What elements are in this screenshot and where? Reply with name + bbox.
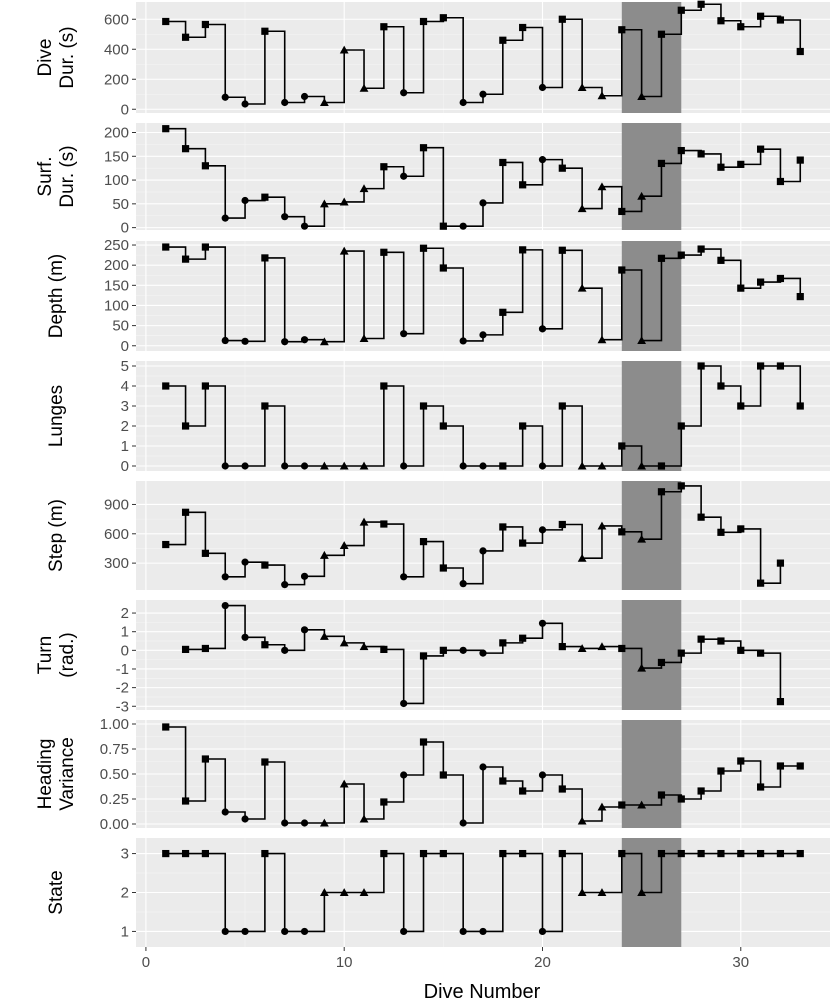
y-tick-label: 1 (120, 438, 129, 455)
data-point-state (460, 928, 467, 935)
data-point-state (202, 850, 209, 857)
data-point-lunges (241, 462, 248, 469)
data-point-depth (301, 336, 308, 343)
data-point-lunges (460, 462, 467, 469)
data-point-depth (737, 285, 744, 292)
data-point-state (658, 850, 665, 857)
data-point-dive_dur (499, 37, 506, 44)
data-point-step (222, 573, 229, 580)
data-point-heading_var (301, 819, 308, 826)
data-point-depth (479, 331, 486, 338)
data-point-surf_dur (281, 213, 288, 220)
data-point-lunges (202, 382, 209, 389)
data-point-heading_var (400, 771, 407, 778)
data-point-lunges (658, 462, 665, 469)
data-point-surf_dur (797, 156, 804, 163)
data-point-heading_var (678, 795, 685, 802)
panel-label: Depth (m) (46, 253, 67, 339)
data-point-depth (539, 325, 546, 332)
data-point-heading_var (757, 783, 764, 790)
data-point-state (420, 850, 427, 857)
data-point-depth (241, 338, 248, 345)
data-point-state (261, 850, 268, 857)
panel-label: (rad.) (57, 632, 78, 678)
data-point-state (519, 850, 526, 857)
data-point-lunges (479, 462, 486, 469)
data-point-step (777, 560, 784, 567)
panel-label: Lunges (46, 384, 67, 448)
data-point-depth (559, 247, 566, 254)
y-tick-label: 400 (103, 41, 129, 59)
data-point-depth (757, 278, 764, 285)
y-tick-label: 0.50 (99, 766, 129, 783)
data-point-surf_dur (301, 223, 308, 230)
data-point-step (301, 573, 308, 580)
y-tick-label: 0 (120, 219, 129, 237)
data-point-state (618, 850, 625, 857)
data-point-heading_var (737, 757, 744, 764)
data-point-turn (400, 700, 407, 707)
shaded-region (622, 241, 681, 351)
data-point-step (460, 580, 467, 587)
data-point-turn (281, 647, 288, 654)
data-point-depth (678, 252, 685, 259)
data-point-heading_var (717, 767, 724, 774)
y-tick-label: 50 (112, 195, 129, 213)
y-tick-label: 0 (120, 101, 129, 119)
data-point-surf_dur (698, 150, 705, 157)
data-point-state (717, 850, 724, 857)
data-point-step (618, 528, 625, 535)
shaded-region (622, 600, 681, 710)
y-tick-label: 0 (120, 337, 129, 355)
data-point-turn (519, 635, 526, 642)
y-tick-label: 0 (120, 458, 129, 475)
data-point-turn (658, 659, 665, 666)
data-point-step (202, 550, 209, 557)
panel-label: Dur. (s) (57, 145, 78, 208)
data-point-dive_dur (440, 14, 447, 21)
y-tick-label: 100 (103, 297, 129, 315)
data-point-surf_dur (618, 208, 625, 215)
data-point-depth (281, 338, 288, 345)
data-point-turn (460, 647, 467, 654)
data-point-lunges (281, 462, 288, 469)
data-point-lunges (440, 422, 447, 429)
data-point-surf_dur (757, 146, 764, 153)
shaded-region (622, 361, 681, 471)
data-point-turn (618, 645, 625, 652)
panel-label: Surf. (35, 156, 56, 197)
data-point-dive_dur (380, 23, 387, 30)
data-point-surf_dur (182, 145, 189, 152)
panel-depth (46, 237, 830, 355)
panel-label: State (46, 870, 67, 915)
data-point-heading_var (519, 787, 526, 794)
data-point-turn (678, 650, 685, 657)
data-point-surf_dur (440, 223, 447, 230)
data-point-depth (618, 266, 625, 273)
data-point-surf_dur (261, 194, 268, 201)
data-point-surf_dur (737, 161, 744, 168)
y-tick-label: 1.00 (99, 716, 129, 733)
data-point-state (400, 928, 407, 935)
data-point-depth (460, 337, 467, 344)
data-point-dive_dur (261, 28, 268, 35)
data-point-turn (539, 620, 546, 627)
y-tick-label: 5 (120, 358, 129, 375)
y-tick-label: 300 (103, 555, 129, 573)
data-point-surf_dur (479, 199, 486, 206)
data-point-state (281, 928, 288, 935)
y-tick-label: 2 (120, 418, 129, 435)
data-point-turn (241, 634, 248, 641)
data-point-dive_dur (797, 48, 804, 55)
data-point-turn (182, 646, 189, 653)
data-point-state (698, 850, 705, 857)
data-point-lunges (420, 402, 427, 409)
data-point-turn (737, 647, 744, 654)
data-point-dive_dur (400, 89, 407, 96)
data-point-surf_dur (222, 215, 229, 222)
data-point-depth (658, 255, 665, 262)
data-point-heading_var (380, 798, 387, 805)
panel-heading_var (35, 716, 830, 833)
data-point-turn (301, 626, 308, 633)
data-point-heading_var (202, 755, 209, 762)
data-point-depth (182, 256, 189, 263)
data-point-lunges (797, 402, 804, 409)
data-point-heading_var (698, 787, 705, 794)
data-point-state (539, 928, 546, 935)
data-point-lunges (499, 462, 506, 469)
y-tick-label: 200 (103, 257, 129, 275)
data-point-heading_var (618, 801, 625, 808)
y-tick-label: -3 (115, 698, 129, 716)
data-point-dive_dur (479, 91, 486, 98)
shaded-region (622, 123, 681, 230)
data-point-surf_dur (678, 147, 685, 154)
y-tick-label: 1 (120, 623, 129, 641)
data-point-step (182, 509, 189, 516)
data-point-dive_dur (202, 21, 209, 28)
data-point-step (479, 547, 486, 554)
data-point-dive_dur (420, 18, 427, 25)
x-tick-label: 10 (335, 954, 353, 971)
y-tick-label: 4 (120, 378, 129, 395)
y-tick-label: 3 (120, 845, 129, 863)
y-tick-label: 2 (120, 884, 129, 902)
data-point-lunges (717, 382, 724, 389)
x-tick-label: 0 (141, 954, 151, 971)
data-point-depth (202, 243, 209, 250)
data-point-dive_dur (559, 16, 566, 23)
data-point-step (698, 514, 705, 521)
data-point-depth (698, 245, 705, 252)
data-point-dive_dur (162, 18, 169, 25)
data-point-state (737, 850, 744, 857)
data-point-state (678, 850, 685, 857)
data-point-heading_var (182, 797, 189, 804)
data-point-depth (440, 264, 447, 271)
data-point-lunges (618, 442, 625, 449)
data-point-step (261, 561, 268, 568)
y-tick-label: 600 (103, 525, 129, 543)
data-point-dive_dur (222, 94, 229, 101)
y-tick-label: 0.75 (99, 741, 129, 758)
data-point-depth (519, 246, 526, 253)
data-point-turn (261, 641, 268, 648)
data-point-dive_dur (757, 13, 764, 20)
y-tick-label: 50 (112, 317, 129, 335)
data-point-lunges (519, 422, 526, 429)
data-point-surf_dur (400, 173, 407, 180)
data-point-dive_dur (539, 84, 546, 91)
data-point-step (717, 529, 724, 536)
data-point-lunges (539, 462, 546, 469)
data-point-lunges (222, 462, 229, 469)
data-point-step (380, 520, 387, 527)
data-point-surf_dur (241, 197, 248, 204)
data-point-lunges (380, 382, 387, 389)
data-point-state (380, 850, 387, 857)
data-point-state (162, 850, 169, 857)
data-point-step (400, 573, 407, 580)
y-tick-label: 150 (103, 148, 129, 166)
data-point-turn (222, 602, 229, 609)
data-point-depth (400, 330, 407, 337)
shaded-region (622, 481, 681, 590)
data-point-turn (717, 637, 724, 644)
data-point-dive_dur (182, 34, 189, 41)
data-point-step (499, 523, 506, 530)
data-point-depth (261, 254, 268, 261)
data-point-surf_dur (539, 156, 546, 163)
data-point-step (559, 521, 566, 528)
y-tick-label: -1 (115, 660, 129, 678)
data-point-step (658, 488, 665, 495)
y-tick-label: 3 (120, 398, 129, 415)
data-point-depth (777, 275, 784, 282)
y-tick-label: 0.25 (99, 791, 129, 808)
data-point-dive_dur (678, 7, 685, 14)
data-point-surf_dur (519, 181, 526, 188)
data-point-surf_dur (717, 164, 724, 171)
data-point-dive_dur (519, 24, 526, 31)
y-tick-label: 0 (120, 642, 129, 660)
data-point-turn (440, 647, 447, 654)
data-point-surf_dur (499, 159, 506, 166)
y-tick-label: 200 (103, 71, 129, 89)
data-point-state (241, 928, 248, 935)
data-point-heading_var (241, 815, 248, 822)
panel-lunges (46, 358, 830, 475)
data-point-lunges (261, 402, 268, 409)
data-point-depth (797, 293, 804, 300)
data-point-step (678, 482, 685, 489)
data-point-surf_dur (380, 163, 387, 170)
data-point-depth (420, 245, 427, 252)
data-point-dive_dur (618, 26, 625, 33)
data-point-dive_dur (698, 1, 705, 8)
data-point-lunges (182, 422, 189, 429)
y-tick-label: 1 (120, 923, 129, 941)
panel-label: Dive (35, 38, 56, 77)
data-point-surf_dur (460, 223, 467, 230)
data-point-state (777, 850, 784, 857)
data-point-surf_dur (777, 178, 784, 185)
data-point-heading_var (658, 791, 665, 798)
data-point-heading_var (162, 723, 169, 730)
data-point-lunges (737, 402, 744, 409)
panel-dive_dur (35, 1, 830, 119)
data-point-step (757, 580, 764, 587)
panel-label: Heading (35, 738, 56, 810)
data-point-step (519, 539, 526, 546)
panel-state (46, 838, 830, 947)
data-point-state (222, 928, 229, 935)
data-point-heading_var (499, 777, 506, 784)
data-point-dive_dur (777, 16, 784, 23)
y-tick-label: 200 (103, 124, 129, 142)
data-point-heading_var (440, 771, 447, 778)
y-tick-label: 600 (103, 11, 129, 29)
panel-step (46, 481, 830, 590)
data-point-lunges (559, 402, 566, 409)
panel-turn (35, 600, 830, 715)
data-point-heading_var (460, 819, 467, 826)
y-tick-label: 150 (103, 277, 129, 295)
panel-surf_dur (35, 123, 830, 237)
data-point-step (420, 538, 427, 545)
data-point-lunges (678, 422, 685, 429)
data-point-heading_var (261, 758, 268, 765)
data-point-state (757, 850, 764, 857)
panel-label: Dur. (s) (57, 26, 78, 89)
data-point-state (499, 850, 506, 857)
data-point-turn (757, 650, 764, 657)
data-point-dive_dur (737, 23, 744, 30)
shaded-region (622, 720, 681, 828)
data-point-step (281, 581, 288, 588)
data-point-turn (698, 636, 705, 643)
data-point-dive_dur (241, 100, 248, 107)
data-point-state (440, 850, 447, 857)
data-point-surf_dur (420, 144, 427, 151)
data-point-lunges (757, 362, 764, 369)
data-point-heading_var (777, 762, 784, 769)
data-point-depth (222, 337, 229, 344)
data-point-state (559, 850, 566, 857)
data-point-surf_dur (559, 165, 566, 172)
y-tick-label: 900 (103, 496, 129, 514)
data-point-heading_var (222, 808, 229, 815)
data-point-heading_var (539, 771, 546, 778)
panel-label: Variance (57, 737, 78, 811)
data-point-step (737, 525, 744, 532)
y-tick-label: -2 (115, 679, 129, 697)
data-point-dive_dur (460, 99, 467, 106)
y-tick-label: 2 (120, 605, 129, 623)
x-tick-label: 30 (732, 954, 750, 971)
data-point-step (162, 541, 169, 548)
data-point-heading_var (479, 763, 486, 770)
data-point-step (539, 526, 546, 533)
data-point-dive_dur (281, 99, 288, 106)
data-point-lunges (777, 362, 784, 369)
x-tick-label: 20 (534, 954, 551, 971)
y-tick-label: 250 (103, 237, 129, 255)
data-point-turn (420, 652, 427, 659)
data-point-lunges (162, 382, 169, 389)
data-point-turn (380, 646, 387, 653)
data-point-step (440, 564, 447, 571)
data-point-state (797, 850, 804, 857)
data-point-depth (380, 249, 387, 256)
data-point-heading_var (797, 762, 804, 769)
data-point-lunges (301, 462, 308, 469)
data-point-turn (479, 650, 486, 657)
data-point-turn (777, 698, 784, 705)
data-point-lunges (400, 462, 407, 469)
panel-label: Turn (35, 635, 56, 675)
data-point-depth (162, 243, 169, 250)
data-point-dive_dur (301, 93, 308, 100)
y-tick-label: 100 (103, 172, 129, 190)
data-point-heading_var (559, 785, 566, 792)
data-point-turn (202, 645, 209, 652)
data-point-dive_dur (658, 31, 665, 38)
data-point-depth (499, 309, 506, 316)
y-tick-label: 0.00 (99, 816, 129, 833)
data-point-heading_var (420, 738, 427, 745)
panel-label: Step (m) (46, 499, 67, 572)
data-point-state (182, 850, 189, 857)
data-point-surf_dur (658, 160, 665, 167)
data-point-step (241, 559, 248, 566)
data-point-lunges (698, 362, 705, 369)
data-point-surf_dur (202, 162, 209, 169)
data-point-dive_dur (717, 17, 724, 24)
data-point-heading_var (281, 819, 288, 826)
x-axis-title: Dive Number (423, 981, 541, 1003)
data-point-state (479, 928, 486, 935)
data-point-surf_dur (162, 125, 169, 132)
data-point-turn (559, 643, 566, 650)
data-point-state (301, 928, 308, 935)
data-point-depth (717, 257, 724, 264)
data-point-turn (499, 639, 506, 646)
